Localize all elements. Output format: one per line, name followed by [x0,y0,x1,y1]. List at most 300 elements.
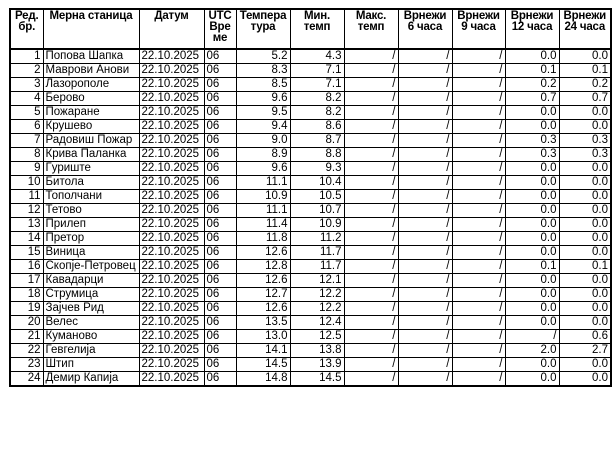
date-cell: 22.10.2025 [139,120,204,134]
table-row [10,134,611,148]
precip-9h-cell: / [452,274,505,288]
station-cell: Струмица [43,288,139,302]
station-cell: Тетово [43,204,139,218]
header-precip-6h: Врнежи 6 часа [398,9,452,49]
header-temperature: Темпера тура [236,9,290,49]
precip-9h-cell: / [452,106,505,120]
precip-9h-cell: / [452,302,505,316]
precip-24h-cell: 0.0 [559,274,611,288]
precip-24h-cell: 0.1 [559,260,611,274]
temperature-cell: 12.6 [236,274,290,288]
date-cell: 22.10.2025 [139,176,204,190]
min-temp-cell: 13.8 [290,344,344,358]
precip-24h-cell: 0.0 [559,204,611,218]
max-temp-cell: / [344,358,398,372]
temperature-cell: 8.3 [236,64,290,78]
row-number-cell: 23 [10,358,43,372]
station-cell: Демир Капија [43,372,139,387]
precip-12h-cell: 0.3 [505,148,559,162]
header-max-temp: Макс. темп [344,9,398,49]
station-cell: Крушево [43,120,139,134]
station-cell: Претор [43,232,139,246]
station-cell: Велес [43,316,139,330]
precip-9h-cell: / [452,64,505,78]
header-row [10,9,611,49]
row-number-cell: 24 [10,372,43,387]
date-cell: 22.10.2025 [139,64,204,78]
precip-9h-cell: / [452,260,505,274]
min-temp-cell: 12.4 [290,316,344,330]
station-cell: Берово [43,92,139,106]
precip-6h-cell: / [398,344,452,358]
date-cell: 22.10.2025 [139,274,204,288]
row-number-cell: 13 [10,218,43,232]
precip-6h-cell: / [398,288,452,302]
max-temp-cell: / [344,260,398,274]
temperature-cell: 9.6 [236,162,290,176]
max-temp-cell: / [344,148,398,162]
min-temp-cell: 12.2 [290,302,344,316]
max-temp-cell: / [344,64,398,78]
weather-observations-table [9,8,612,387]
temperature-cell: 12.8 [236,260,290,274]
table-row [10,49,611,64]
precip-12h-cell: 2.0 [505,344,559,358]
precip-6h-cell: / [398,78,452,92]
max-temp-cell: / [344,218,398,232]
date-cell: 22.10.2025 [139,260,204,274]
min-temp-cell: 8.8 [290,148,344,162]
precip-6h-cell: / [398,162,452,176]
precip-12h-cell: 0.1 [505,260,559,274]
precip-6h-cell: / [398,134,452,148]
temperature-cell: 9.5 [236,106,290,120]
station-cell: Виница [43,246,139,260]
precip-24h-cell: 0.0 [559,120,611,134]
table-row [10,92,611,106]
date-cell: 22.10.2025 [139,232,204,246]
precip-12h-cell: 0.0 [505,232,559,246]
precip-12h-cell: 0.0 [505,288,559,302]
precip-24h-cell: 0.0 [559,232,611,246]
precip-12h-cell: 0.0 [505,49,559,64]
precip-12h-cell: / [505,330,559,344]
precip-24h-cell: 0.0 [559,302,611,316]
max-temp-cell: / [344,302,398,316]
temperature-cell: 11.8 [236,232,290,246]
station-cell: Тополчани [43,190,139,204]
date-cell: 22.10.2025 [139,106,204,120]
row-number-cell: 9 [10,162,43,176]
max-temp-cell: / [344,78,398,92]
utc-time-cell: 06 [204,316,236,330]
precip-12h-cell: 0.0 [505,358,559,372]
precip-12h-cell: 0.0 [505,274,559,288]
date-cell: 22.10.2025 [139,358,204,372]
row-number-cell: 11 [10,190,43,204]
precip-6h-cell: / [398,106,452,120]
table-row [10,246,611,260]
utc-time-cell: 06 [204,64,236,78]
row-number-cell: 17 [10,274,43,288]
temperature-cell: 11.1 [236,204,290,218]
table-row [10,302,611,316]
table-row [10,372,611,387]
min-temp-cell: 12.1 [290,274,344,288]
date-cell: 22.10.2025 [139,204,204,218]
station-cell: Крива Паланка [43,148,139,162]
precip-6h-cell: / [398,148,452,162]
table-row [10,330,611,344]
precip-12h-cell: 0.0 [505,316,559,330]
station-cell: Пожаране [43,106,139,120]
precip-9h-cell: / [452,372,505,387]
date-cell: 22.10.2025 [139,246,204,260]
date-cell: 22.10.2025 [139,78,204,92]
utc-time-cell: 06 [204,78,236,92]
station-cell: Гевгелија [43,344,139,358]
precip-9h-cell: / [452,162,505,176]
precip-24h-cell: 0.0 [559,372,611,387]
min-temp-cell: 7.1 [290,64,344,78]
precip-12h-cell: 0.1 [505,64,559,78]
precip-6h-cell: / [398,316,452,330]
date-cell: 22.10.2025 [139,302,204,316]
temperature-cell: 11.4 [236,218,290,232]
min-temp-cell: 7.1 [290,78,344,92]
header-station: Мерна станица [43,9,139,49]
table-row [10,344,611,358]
utc-time-cell: 06 [204,49,236,64]
precip-12h-cell: 0.7 [505,92,559,106]
precip-24h-cell: 0.0 [559,176,611,190]
row-number-cell: 2 [10,64,43,78]
precip-12h-cell: 0.0 [505,190,559,204]
precip-24h-cell: 0.0 [559,288,611,302]
row-number-cell: 1 [10,49,43,64]
min-temp-cell: 12.5 [290,330,344,344]
utc-time-cell: 06 [204,358,236,372]
max-temp-cell: / [344,372,398,387]
precip-12h-cell: 0.2 [505,78,559,92]
station-cell: Попова Шапка [43,49,139,64]
precip-24h-cell: 0.0 [559,106,611,120]
utc-time-cell: 06 [204,372,236,387]
temperature-cell: 12.6 [236,246,290,260]
header-row-number: Ред. бр. [10,9,43,49]
min-temp-cell: 10.4 [290,176,344,190]
min-temp-cell: 13.9 [290,358,344,372]
min-temp-cell: 9.3 [290,162,344,176]
utc-time-cell: 06 [204,204,236,218]
table-row [10,176,611,190]
utc-time-cell: 06 [204,218,236,232]
utc-time-cell: 06 [204,190,236,204]
temperature-cell: 8.5 [236,78,290,92]
utc-time-cell: 06 [204,302,236,316]
max-temp-cell: / [344,162,398,176]
table-row [10,120,611,134]
max-temp-cell: / [344,106,398,120]
row-number-cell: 10 [10,176,43,190]
table-row [10,316,611,330]
min-temp-cell: 8.2 [290,92,344,106]
precip-9h-cell: / [452,92,505,106]
precip-6h-cell: / [398,372,452,387]
min-temp-cell: 11.7 [290,246,344,260]
station-cell: Радовиш Пожар [43,134,139,148]
utc-time-cell: 06 [204,162,236,176]
utc-time-cell: 06 [204,176,236,190]
date-cell: 22.10.2025 [139,344,204,358]
precip-24h-cell: 0.0 [559,218,611,232]
precip-9h-cell: / [452,316,505,330]
precip-24h-cell: 0.1 [559,64,611,78]
date-cell: 22.10.2025 [139,148,204,162]
temperature-cell: 9.6 [236,92,290,106]
precip-6h-cell: / [398,204,452,218]
min-temp-cell: 8.2 [290,106,344,120]
row-number-cell: 12 [10,204,43,218]
max-temp-cell: / [344,316,398,330]
utc-time-cell: 06 [204,260,236,274]
max-temp-cell: / [344,92,398,106]
station-cell: Кавадарци [43,274,139,288]
min-temp-cell: 14.5 [290,372,344,387]
utc-time-cell: 06 [204,344,236,358]
precip-24h-cell: 2.7 [559,344,611,358]
utc-time-cell: 06 [204,330,236,344]
precip-6h-cell: / [398,260,452,274]
utc-time-cell: 06 [204,288,236,302]
table-row [10,106,611,120]
table-row [10,274,611,288]
precip-12h-cell: 0.0 [505,106,559,120]
precip-6h-cell: / [398,218,452,232]
date-cell: 22.10.2025 [139,330,204,344]
precip-9h-cell: / [452,148,505,162]
precip-24h-cell: 0.6 [559,330,611,344]
date-cell: 22.10.2025 [139,162,204,176]
station-cell: Битола [43,176,139,190]
temperature-cell: 13.0 [236,330,290,344]
precip-9h-cell: / [452,120,505,134]
precip-9h-cell: / [452,176,505,190]
utc-time-cell: 06 [204,106,236,120]
table-row [10,288,611,302]
utc-time-cell: 06 [204,246,236,260]
precip-9h-cell: / [452,344,505,358]
station-cell: Прилеп [43,218,139,232]
precip-24h-cell: 0.0 [559,358,611,372]
temperature-cell: 12.7 [236,288,290,302]
row-number-cell: 5 [10,106,43,120]
precip-6h-cell: / [398,120,452,134]
precip-24h-cell: 0.0 [559,49,611,64]
precip-12h-cell: 0.0 [505,120,559,134]
min-temp-cell: 8.6 [290,120,344,134]
temperature-cell: 11.1 [236,176,290,190]
table-row [10,218,611,232]
precip-9h-cell: / [452,190,505,204]
precip-9h-cell: / [452,246,505,260]
station-cell: Скопје-Петровец [43,260,139,274]
temperature-cell: 14.5 [236,358,290,372]
max-temp-cell: / [344,246,398,260]
temperature-cell: 8.9 [236,148,290,162]
table-row [10,204,611,218]
min-temp-cell: 10.9 [290,218,344,232]
max-temp-cell: / [344,204,398,218]
table-row [10,232,611,246]
precip-6h-cell: / [398,274,452,288]
precip-9h-cell: / [452,288,505,302]
precip-12h-cell: 0.0 [505,176,559,190]
temperature-cell: 9.0 [236,134,290,148]
precip-6h-cell: / [398,358,452,372]
precip-9h-cell: / [452,204,505,218]
station-cell: Штип [43,358,139,372]
precip-12h-cell: 0.0 [505,162,559,176]
max-temp-cell: / [344,190,398,204]
max-temp-cell: / [344,176,398,190]
precip-12h-cell: 0.3 [505,134,559,148]
precip-24h-cell: 0.2 [559,78,611,92]
precip-24h-cell: 0.3 [559,134,611,148]
row-number-cell: 15 [10,246,43,260]
row-number-cell: 3 [10,78,43,92]
precip-24h-cell: 0.0 [559,162,611,176]
table-row [10,162,611,176]
precip-9h-cell: / [452,49,505,64]
temperature-cell: 13.5 [236,316,290,330]
precip-6h-cell: / [398,92,452,106]
precip-6h-cell: / [398,64,452,78]
table-row [10,64,611,78]
min-temp-cell: 4.3 [290,49,344,64]
min-temp-cell: 10.5 [290,190,344,204]
temperature-cell: 5.2 [236,49,290,64]
table-row [10,358,611,372]
precip-9h-cell: / [452,358,505,372]
table-body [10,49,611,386]
max-temp-cell: / [344,134,398,148]
temperature-cell: 9.4 [236,120,290,134]
max-temp-cell: / [344,120,398,134]
header-precip-24h: Врнежи 24 часа [559,9,611,49]
max-temp-cell: / [344,330,398,344]
precip-12h-cell: 0.0 [505,218,559,232]
precip-6h-cell: / [398,190,452,204]
precip-6h-cell: / [398,330,452,344]
row-number-cell: 7 [10,134,43,148]
station-cell: Лазорополе [43,78,139,92]
date-cell: 22.10.2025 [139,316,204,330]
precip-12h-cell: 0.0 [505,246,559,260]
max-temp-cell: / [344,288,398,302]
precip-6h-cell: / [398,246,452,260]
min-temp-cell: 12.2 [290,288,344,302]
station-cell: Зајчев Рид [43,302,139,316]
header-utc-time: UTC Вре ме [204,9,236,49]
date-cell: 22.10.2025 [139,190,204,204]
precip-24h-cell: 0.7 [559,92,611,106]
station-cell: Куманово [43,330,139,344]
precip-12h-cell: 0.0 [505,204,559,218]
precip-9h-cell: / [452,232,505,246]
station-cell: Ѓуриште [43,162,139,176]
header-precip-9h: Врнежи 9 часа [452,9,505,49]
row-number-cell: 8 [10,148,43,162]
temperature-cell: 14.8 [236,372,290,387]
row-number-cell: 19 [10,302,43,316]
row-number-cell: 21 [10,330,43,344]
max-temp-cell: / [344,344,398,358]
row-number-cell: 16 [10,260,43,274]
precip-6h-cell: / [398,176,452,190]
utc-time-cell: 06 [204,148,236,162]
precip-24h-cell: 0.0 [559,246,611,260]
station-cell: Маврови Анови [43,64,139,78]
table-row [10,190,611,204]
row-number-cell: 18 [10,288,43,302]
precip-9h-cell: / [452,330,505,344]
utc-time-cell: 06 [204,134,236,148]
min-temp-cell: 10.7 [290,204,344,218]
date-cell: 22.10.2025 [139,134,204,148]
max-temp-cell: / [344,232,398,246]
date-cell: 22.10.2025 [139,218,204,232]
table-row [10,148,611,162]
min-temp-cell: 8.7 [290,134,344,148]
utc-time-cell: 06 [204,232,236,246]
date-cell: 22.10.2025 [139,49,204,64]
precip-9h-cell: / [452,218,505,232]
max-temp-cell: / [344,274,398,288]
precip-6h-cell: / [398,49,452,64]
temperature-cell: 10.9 [236,190,290,204]
row-number-cell: 22 [10,344,43,358]
date-cell: 22.10.2025 [139,372,204,387]
utc-time-cell: 06 [204,120,236,134]
max-temp-cell: / [344,49,398,64]
row-number-cell: 20 [10,316,43,330]
precip-12h-cell: 0.0 [505,372,559,387]
table-row [10,260,611,274]
header-min-temp: Мин. темп [290,9,344,49]
precip-12h-cell: 0.0 [505,302,559,316]
row-number-cell: 4 [10,92,43,106]
precip-24h-cell: 0.0 [559,316,611,330]
row-number-cell: 14 [10,232,43,246]
precip-24h-cell: 0.0 [559,190,611,204]
date-cell: 22.10.2025 [139,288,204,302]
min-temp-cell: 11.2 [290,232,344,246]
utc-time-cell: 06 [204,274,236,288]
row-number-cell: 6 [10,120,43,134]
temperature-cell: 14.1 [236,344,290,358]
precip-6h-cell: / [398,302,452,316]
min-temp-cell: 11.7 [290,260,344,274]
date-cell: 22.10.2025 [139,92,204,106]
precip-6h-cell: / [398,232,452,246]
precip-9h-cell: / [452,134,505,148]
precip-9h-cell: / [452,78,505,92]
precip-24h-cell: 0.3 [559,148,611,162]
table-row [10,78,611,92]
utc-time-cell: 06 [204,92,236,106]
header-date: Датум [139,9,204,49]
